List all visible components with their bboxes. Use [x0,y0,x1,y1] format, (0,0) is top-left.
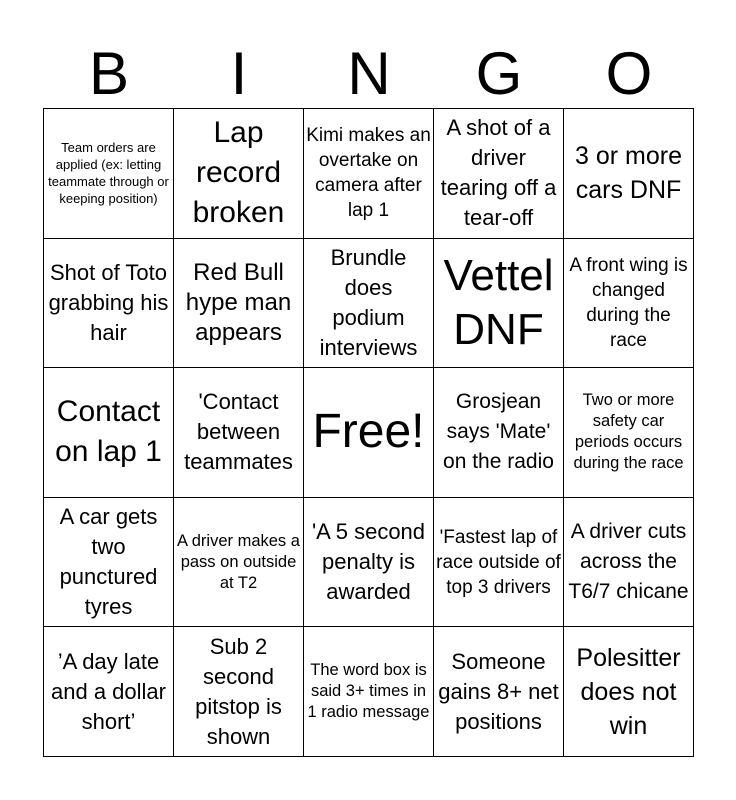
bingo-cell-r2c4[interactable]: Vettel DNF [434,239,564,369]
bingo-cell-r2c5[interactable]: A front wing is changed during the race [564,239,694,369]
bingo-cell-r1c3[interactable]: Kimi makes an overtake on camera after lap 1 [304,109,434,239]
bingo-cell-r2c3[interactable]: Brundle does podium interviews [304,239,434,369]
bingo-grid [43,108,694,757]
header-letter-o: O [605,40,653,107]
bingo-cell-r4c2[interactable]: A driver makes a pass on outside at T2 [174,498,304,628]
header-letter-n: N [347,40,391,107]
bingo-cell-r3c1[interactable]: Contact on lap 1 [44,368,174,498]
bingo-cell-r1c5[interactable]: 3 or more cars DNF [564,109,694,239]
bingo-cell-r2c2[interactable]: Red Bull hype man appears [174,239,304,369]
bingo-cell-r5c5[interactable]: Polesitter does not win [564,627,694,757]
bingo-cell-r5c4[interactable]: Someone gains 8+ net positions [434,627,564,757]
bingo-cell-r4c1[interactable]: A car gets two punctured tyres [44,498,174,628]
bingo-cell-r3c2[interactable]: 'Contact between teammates [174,368,304,498]
bingo-cell-r5c3[interactable]: The word box is said 3+ times in 1 radio message [304,627,434,757]
bingo-cell-r1c2[interactable]: Lap record broken [174,109,304,239]
bingo-cell-r3c3-free[interactable]: Free! [304,368,434,498]
header-letter-b: B [88,40,130,107]
bingo-cell-r4c3[interactable]: 'A 5 second penalty is awarded [304,498,434,628]
bingo-header [44,40,694,108]
bingo-cell-r1c1[interactable]: Team orders are applied (ex: letting teammate through or keeping position) [44,109,174,239]
header-letter-g: G [475,40,523,107]
bingo-cell-r5c1[interactable]: ’A day late and a dollar short’ [44,627,174,757]
bingo-cell-r4c4[interactable]: 'Fastest lap of race outside of top 3 drivers [434,498,564,628]
bingo-cell-r1c4[interactable]: A shot of a driver tearing off a tear-off [434,109,564,239]
bingo-cell-r4c5[interactable]: A driver cuts across the T6/7 chicane [564,498,694,628]
bingo-cell-r2c1[interactable]: Shot of Toto grabbing his hair [44,239,174,369]
header-letter-i: I [230,40,248,107]
bingo-cell-r3c5[interactable]: Two or more safety car periods occurs during the race [564,368,694,498]
bingo-cell-r3c4[interactable]: Grosjean says 'Mate' on the radio [434,368,564,498]
bingo-cell-r5c2[interactable]: Sub 2 second pitstop is shown [174,627,304,757]
